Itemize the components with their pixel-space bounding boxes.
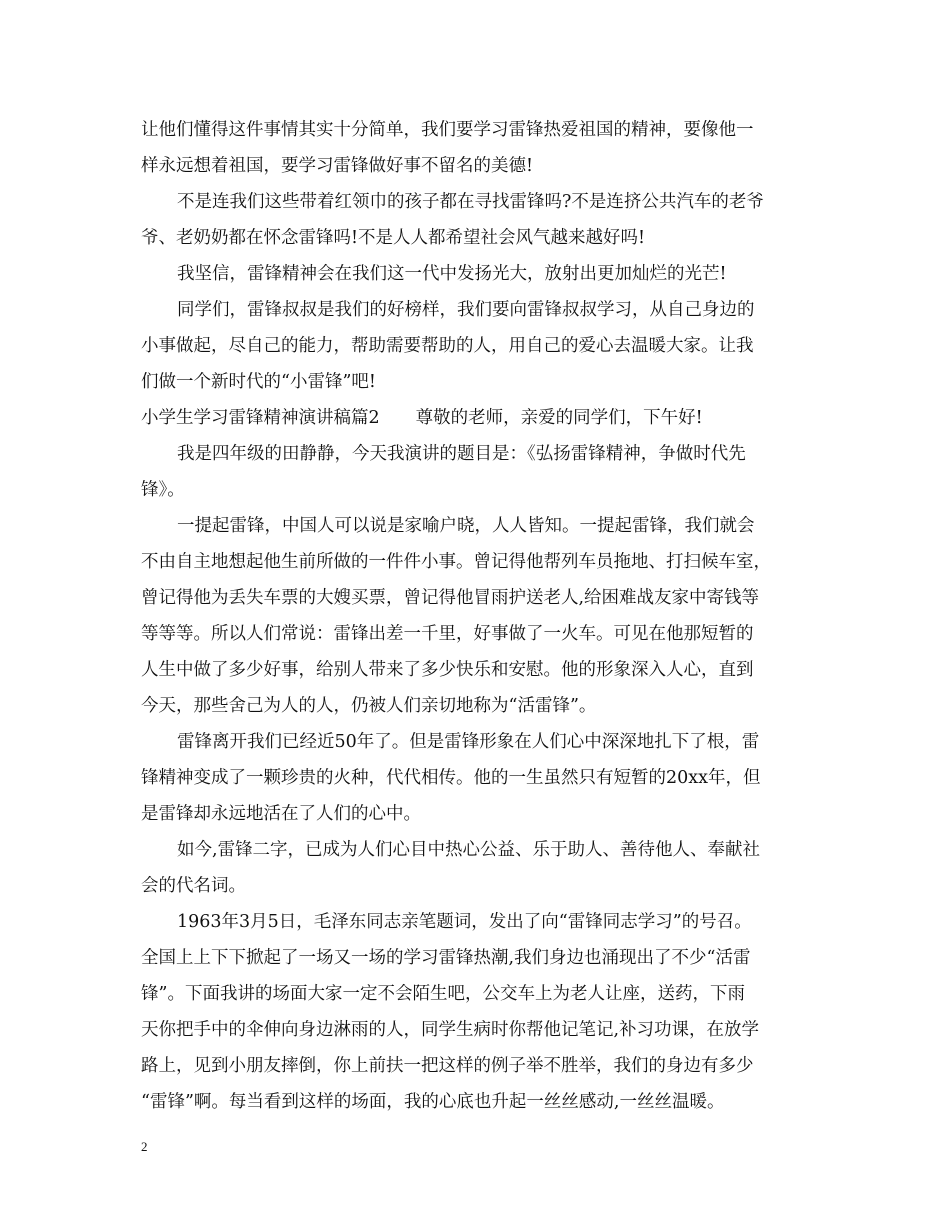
text-line: 爷、老奶奶都在怀念雷锋吗!不是人人都希望社会风气越来越好吗! [141, 228, 646, 248]
text-line: 雷锋离开我们已经近50年了。但是雷锋形象在人们心中深深地扎下了根，雷 [177, 732, 760, 752]
text-line: 全国上上下下掀起了一场又一场的学习雷锋热潮,我们身边也涌现出了不少“活雷 [141, 948, 751, 968]
greeting: 尊敬的老师，亲爱的同学们，下午好! [415, 408, 703, 428]
text-line: “雷锋”啊。每当看到这样的场面，我的心底也升起一丝丝感动,一丝丝温暖。 [141, 1092, 725, 1112]
text-line: 们做一个新时代的“小雷锋”吧! [141, 372, 376, 392]
page-number: 2 [141, 1139, 148, 1154]
text-line: 我是四年级的田静静，今天我演讲的题目是：《弘扬雷锋精神，争做时代先 [177, 444, 746, 464]
text-line: 锋”。下面我讲的场面大家一定不会陌生吧，公交车上为老人让座，送药，下雨 [141, 984, 745, 1004]
text-line: 同学们，雷锋叔叔是我们的好榜样，我们要向雷锋叔叔学习，从自己身边的 [177, 300, 755, 320]
text-line: 不由自主地想起他生前所做的一件件小事。曾记得他帮列车员拖地、打扫候车室， [141, 552, 771, 572]
section-heading: 小学生学习雷锋精神演讲稿篇2 [141, 408, 380, 428]
text-line: 锋》。 [141, 480, 185, 500]
text-line: 1963年3月5日，毛泽东同志亲笔题词，发出了向“雷锋同志学习”的号召。 [177, 912, 752, 932]
text-line: 天你把手中的伞伸向身边淋雨的人，同学生病时你帮他记笔记,补习功课，在放学 [141, 1020, 760, 1040]
text-line: 不是连我们这些带着红领巾的孩子都在寻找雷锋吗?不是连挤公共汽车的老爷 [177, 192, 764, 212]
text-line: 等等等。所以人们常说：雷锋出差一千里，好事做了一火车。可见在他那短暂的 [141, 624, 754, 644]
text-line: 路上，见到小朋友摔倒，你上前扶一把这样的例子举不胜举，我们的身边有多少 [141, 1056, 754, 1076]
text-line: 如今,雷锋二字，已成为人们心目中热心公益、乐于助人、善待他人、奉献社 [177, 840, 761, 860]
text-line: 样永远想着祖国，要学习雷锋做好事不留名的美德! [141, 156, 534, 176]
text-line: 今天，那些舍己为人的人，仍被人们亲切地称为“活雷锋”。 [141, 696, 597, 716]
section-heading-line [141, 406, 703, 430]
text-line: 会的代名词。 [141, 876, 246, 896]
text-line: 让他们懂得这件事情其实十分简单，我们要学习雷锋热爱祖国的精神，要像他一 [141, 120, 754, 140]
text-line: 曾记得他为丢失车票的大嫂买票，曾记得他冒雨护送老人,给困难战友家中寄钱等 [141, 588, 760, 608]
text-line: 是雷锋却永远地活在了人们的心中。 [141, 804, 421, 824]
text-line: 锋精神变成了一颗珍贵的火种，代代相传。他的一生虽然只有短暂的20xx年，但 [141, 768, 761, 788]
text-line: 小事做起，尽自己的能力，帮助需要帮助的人，用自己的爱心去温暖大家。让我 [141, 336, 754, 356]
text-line: 我坚信，雷锋精神会在我们这一代中发扬光大，放射出更加灿烂的光芒! [177, 264, 727, 284]
text-line: 一提起雷锋，中国人可以说是家喻户晓，人人皆知。一提起雷锋，我们就会 [177, 516, 755, 536]
text-line: 人生中做了多少好事，给别人带来了多少快乐和安慰。他的形象深入人心，直到 [141, 660, 754, 680]
